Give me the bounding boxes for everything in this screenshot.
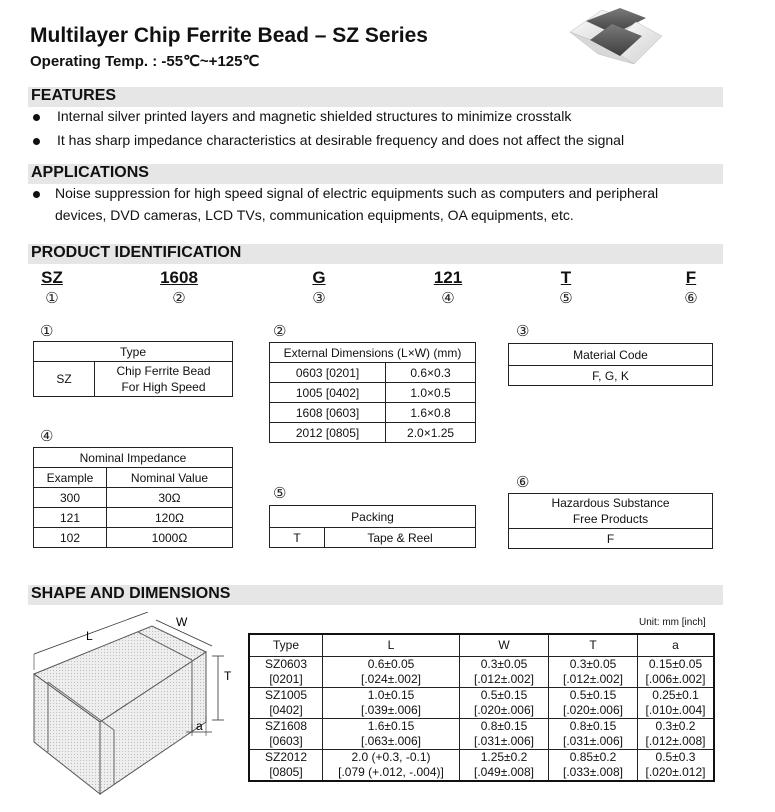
material-table <box>508 343 713 386</box>
table-row: SZ0603 [0201] 0.6±0.05 [.024±.002] 0.3±0.05 [.012±.002] 0.3±0.05 [.012±.002] 0.15±0.05 [.006±.002] <box>249 656 714 687</box>
table-row: 1005 [0402] 1.0×0.5 <box>270 383 476 403</box>
packing-header: Packing <box>270 506 476 528</box>
bullet-icon <box>33 138 40 145</box>
pid-number: ① <box>45 290 59 307</box>
material-marker: ③ <box>516 323 530 340</box>
pid-code: SZ <box>41 268 63 287</box>
dimension-table <box>269 342 476 443</box>
impedance-marker: ④ <box>40 428 54 445</box>
material-value: F, G, K <box>509 366 713 386</box>
hazard-marker: ⑥ <box>516 474 530 491</box>
packing-code: T <box>270 528 325 548</box>
col-T: T <box>549 634 638 656</box>
feature-item: It has sharp impedance characteristics at desirable frequency and does not affect the signal <box>57 132 625 148</box>
table-row: SZ1005 [0402] 1.0±0.15 [.039±.006] 0.5±0.15 [.020±.006] 0.5±0.15 [.020±.006] 0.25±0.1 [.010±.004] <box>249 687 714 718</box>
label-W: W <box>176 615 188 629</box>
type-header: Type <box>34 342 233 362</box>
col-a: a <box>638 634 715 656</box>
dimensions-table <box>248 633 715 782</box>
pid-number: ② <box>172 290 186 307</box>
table-row: SZ2012 [0805] 2.0 (+0.3, -0.1) [.079 (+.012, -.004)] 1.25±0.2 [.049±.008] 0.85±0.2 [.033±.008] 0.5±0.3 [.020±.012] <box>249 749 714 781</box>
impedance-header: Nominal Impedance <box>34 448 233 468</box>
features-section-bar <box>28 87 723 107</box>
material-header: Material Code <box>509 344 713 366</box>
page-title: Multilayer Chip Ferrite Bead – SZ Series <box>30 24 428 47</box>
product-id-heading: PRODUCT IDENTIFICATION <box>31 244 242 261</box>
type-code: SZ <box>34 362 95 397</box>
packing-value: Tape & Reel <box>325 528 476 548</box>
pid-number: ③ <box>312 290 326 307</box>
label-T: T <box>224 669 232 683</box>
applications-heading: APPLICATIONS <box>31 164 149 181</box>
bullet-icon <box>33 191 40 198</box>
table-row: 0603 [0201] 0.6×0.3 <box>270 363 476 383</box>
chip-dimension-diagram <box>28 612 243 807</box>
table-row: SZ1608 [0603] 1.6±0.15 [.063±.006] 0.8±0.15 [.031±.006] 0.8±0.15 [.031±.006] 0.3±0.2 [.012±.008] <box>249 718 714 749</box>
col-W: W <box>460 634 549 656</box>
type-marker: ① <box>40 323 54 340</box>
pid-code: G <box>312 268 326 287</box>
table-row: 1608 [0603] 1.6×0.8 <box>270 403 476 423</box>
feature-item: Internal silver printed layers and magnetic shielded structures to minimize crosstalk <box>57 108 572 124</box>
hazard-header: Hazardous Substance Free Products <box>509 494 713 529</box>
application-line: devices, DVD cameras, LCD TVs, communication equipments, OA equipments, etc. <box>55 207 574 223</box>
pid-number: ⑤ <box>559 290 573 307</box>
pid-code: F <box>685 268 697 287</box>
bullet-icon <box>33 114 40 121</box>
impedance-table <box>33 447 233 548</box>
impedance-col-example: Example <box>34 468 107 488</box>
application-line: Noise suppression for high speed signal of electric equipments such as computers and peripheral <box>55 185 659 201</box>
col-type: Type <box>249 634 323 656</box>
pid-code: 121 <box>433 268 463 287</box>
packing-marker: ⑤ <box>273 485 287 502</box>
operating-temp: Operating Temp. : -55℃~+125℃ <box>30 53 260 70</box>
col-L: L <box>323 634 460 656</box>
features-heading: FEATURES <box>31 87 117 104</box>
impedance-col-value: Nominal Value <box>107 468 233 488</box>
type-description: Chip Ferrite Bead For High Speed <box>95 362 233 397</box>
shape-heading: SHAPE AND DIMENSIONS <box>31 585 231 602</box>
unit-label: Unit: mm [inch] <box>639 617 706 628</box>
hazard-table <box>508 493 713 549</box>
packing-table <box>269 505 476 548</box>
pid-number: ⑥ <box>684 290 698 307</box>
dimension-header: External Dimensions (L×W) (mm) <box>270 343 476 363</box>
type-table <box>33 341 233 397</box>
table-row: 102 1000Ω <box>34 528 233 548</box>
chip-photo <box>562 2 670 80</box>
pid-number: ④ <box>441 290 455 307</box>
label-L: L <box>86 629 93 643</box>
table-row: 2012 [0805] 2.0×1.25 <box>270 423 476 443</box>
table-row: 121 120Ω <box>34 508 233 528</box>
pid-code: 1608 <box>160 268 198 287</box>
table-row: 300 30Ω <box>34 488 233 508</box>
hazard-value: F <box>509 529 713 549</box>
label-a: a <box>196 719 203 733</box>
dimension-marker: ② <box>273 323 287 340</box>
pid-code: T <box>560 268 572 287</box>
